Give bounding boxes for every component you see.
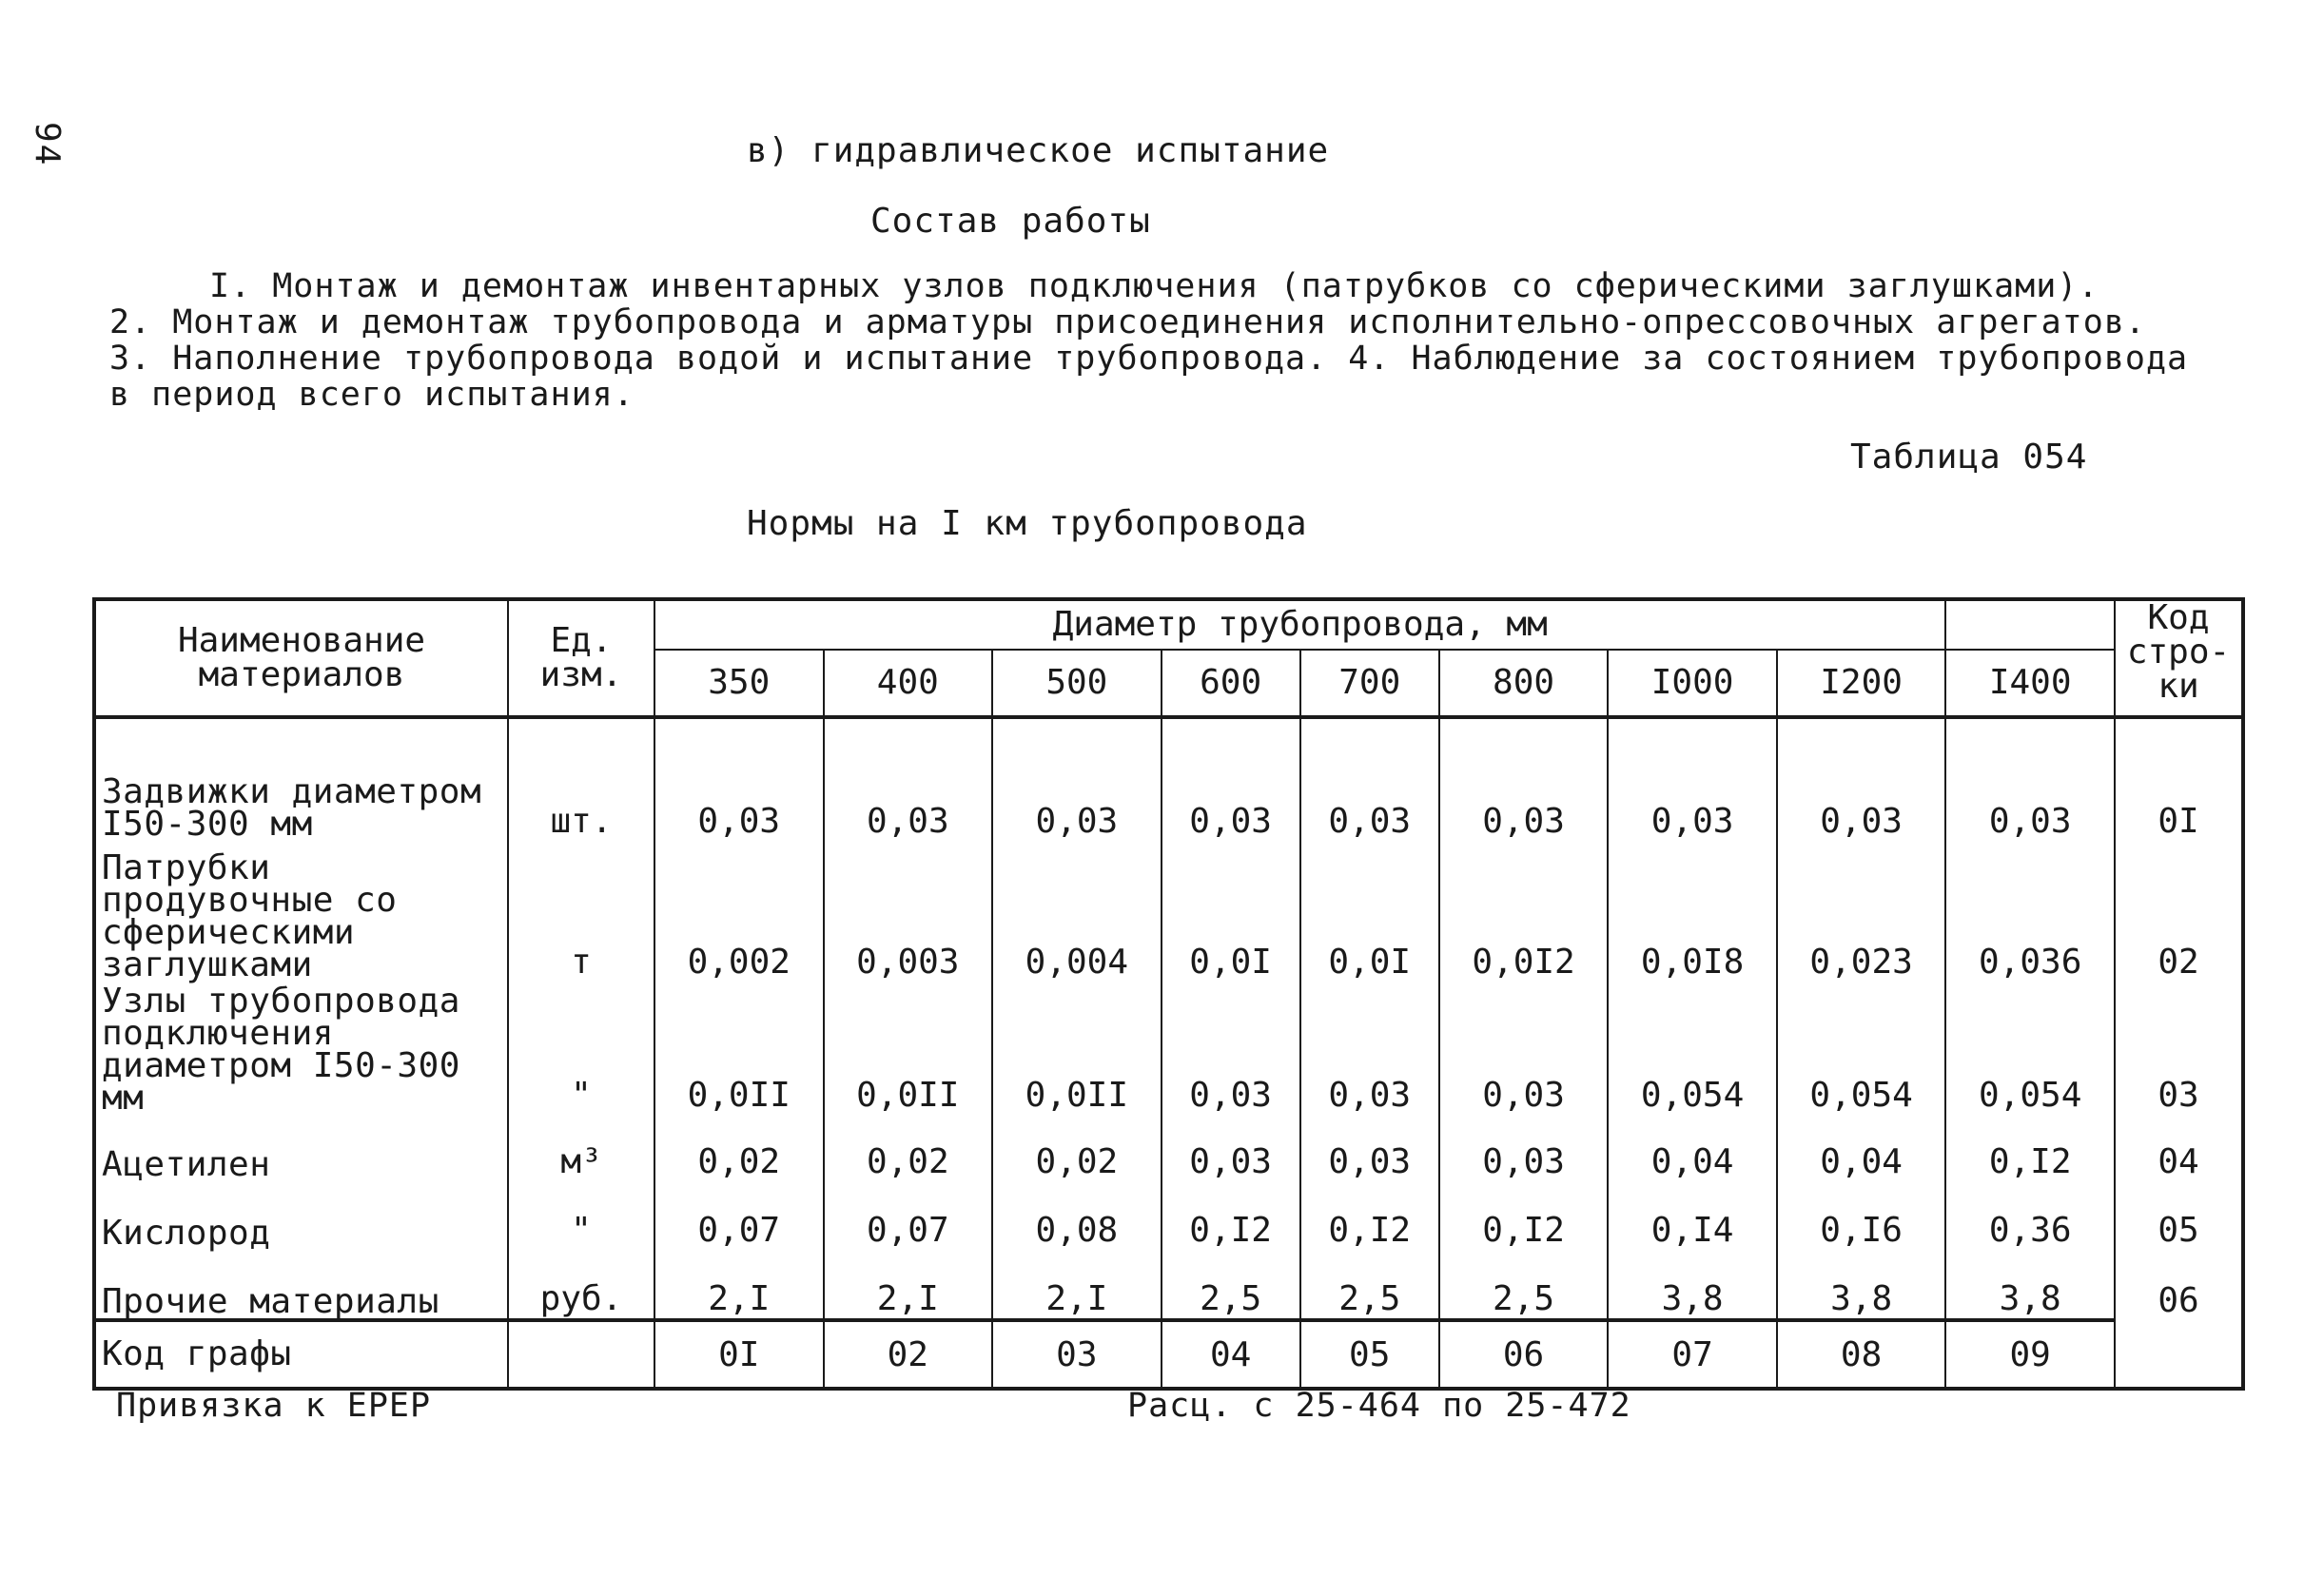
- header-diameter-3: 600: [1162, 650, 1300, 717]
- material-unit: т: [508, 841, 654, 982]
- norm-value: 0,03: [992, 717, 1162, 841]
- column-code: 04: [1162, 1320, 1300, 1389]
- norm-value: 0,03: [1300, 982, 1439, 1115]
- norm-value: 0,07: [824, 1181, 993, 1250]
- norm-value: 2,5: [1300, 1250, 1439, 1320]
- norm-value: 0,003: [824, 841, 993, 982]
- norm-value: 0,03: [1608, 717, 1777, 841]
- norm-value: 0,03: [1162, 982, 1300, 1115]
- row-code: 06: [2115, 1250, 2243, 1320]
- header-material-name: Наименование материалов: [94, 599, 508, 717]
- norm-value: 0,03: [1777, 717, 1946, 841]
- norm-value: 0,023: [1777, 841, 1946, 982]
- norm-value: 0,0II: [824, 982, 993, 1115]
- section-title: в) гидравлическое испытание: [747, 131, 1330, 170]
- norm-value: 0,I2: [1162, 1181, 1300, 1250]
- norm-value: 0,03: [1162, 1115, 1300, 1181]
- row-code: 03: [2115, 982, 2243, 1115]
- norm-value: 0,04: [1777, 1115, 1946, 1181]
- column-codes-unit-blank: [508, 1320, 654, 1389]
- column-code: 09: [1945, 1320, 2115, 1389]
- column-codes-row: [94, 1320, 2243, 1389]
- norm-value: 2,I: [992, 1250, 1162, 1320]
- work-item: I. Монтаж и демонтаж инвентарных узлов подключения (патрубков со сферическими заглушками).: [209, 267, 2099, 305]
- table-body: [94, 717, 2243, 1389]
- norm-value: 0,0I: [1300, 841, 1439, 982]
- norm-value: 0,054: [1608, 982, 1777, 1115]
- material-unit: ": [508, 982, 654, 1115]
- table-row: [94, 841, 2243, 982]
- header-unit: Ед. изм.: [508, 599, 654, 717]
- norm-value: 0,0II: [992, 982, 1162, 1115]
- header-diameter-group: Диаметр трубопровода, мм: [654, 599, 1945, 650]
- norm-value: 0,I4: [1608, 1181, 1777, 1250]
- norms-table: [92, 597, 2245, 1391]
- table-row: [94, 717, 2243, 841]
- material-name: Прочие материалы: [94, 1250, 508, 1320]
- column-code: 06: [1439, 1320, 1609, 1389]
- material-name: Задвижки диаметром I50-300 мм: [94, 717, 508, 841]
- norm-value: 0,I2: [1945, 1115, 2115, 1181]
- norm-value: 0,036: [1945, 841, 2115, 982]
- header-diameter-2: 500: [992, 650, 1162, 717]
- norm-value: 3,8: [1945, 1250, 2115, 1320]
- norm-value: 0,07: [654, 1181, 824, 1250]
- header-blank: [1945, 599, 2115, 650]
- column-code: 02: [824, 1320, 993, 1389]
- norm-value: 0,I6: [1777, 1181, 1946, 1250]
- norm-value: 0,I2: [1439, 1181, 1609, 1250]
- column-code: 03: [992, 1320, 1162, 1389]
- material-name: Патрубки продувочные со сферическими заглушками: [94, 841, 508, 982]
- norm-value: 0,08: [992, 1181, 1162, 1250]
- norm-value: 0,0I: [1162, 841, 1300, 982]
- norm-value: 2,5: [1439, 1250, 1609, 1320]
- material-name: Кислород: [94, 1181, 508, 1250]
- footer-reference: Привязка к ЕРЕР: [116, 1387, 432, 1425]
- work-list: [109, 268, 2231, 413]
- header-diameter-7: I200: [1777, 650, 1946, 717]
- header-diameter-1: 400: [824, 650, 993, 717]
- norm-value: 0,054: [1945, 982, 2115, 1115]
- material-unit: шт.: [508, 717, 654, 841]
- row-code: 04: [2115, 1115, 2243, 1181]
- table-row: [94, 1250, 2243, 1320]
- norm-value: 0,0II: [654, 982, 824, 1115]
- table-label: Таблица 054: [1850, 438, 2088, 477]
- norm-value: 0,04: [1608, 1115, 1777, 1181]
- column-code: 08: [1777, 1320, 1946, 1389]
- norm-value: 2,5: [1162, 1250, 1300, 1320]
- norm-value: 2,I: [824, 1250, 993, 1320]
- header-diameter-6: I000: [1608, 650, 1777, 717]
- material-name: Узлы трубопровода подключения диаметром I50-300 мм: [94, 982, 508, 1115]
- norm-value: 0,03: [1439, 982, 1609, 1115]
- column-codes-code-blank: [2115, 1320, 2243, 1389]
- table-title: Нормы на I км трубопровода: [747, 504, 1308, 543]
- norm-value: 0,03: [824, 717, 993, 841]
- table-row: [94, 982, 2243, 1115]
- norm-value: 0,004: [992, 841, 1162, 982]
- header-diameter-0: 350: [654, 650, 824, 717]
- norm-value: 0,02: [824, 1115, 993, 1181]
- norm-value: 0,03: [1162, 717, 1300, 841]
- header-diameter-4: 700: [1300, 650, 1439, 717]
- norm-value: 0,I2: [1300, 1181, 1439, 1250]
- page-number: 94: [28, 122, 67, 167]
- norm-value: 0,0I2: [1439, 841, 1609, 982]
- table-row: [94, 1181, 2243, 1250]
- column-code: 07: [1608, 1320, 1777, 1389]
- norm-value: 0,03: [1945, 717, 2115, 841]
- row-code: 0I: [2115, 717, 2243, 841]
- table-row: [94, 1115, 2243, 1181]
- norm-value: 2,I: [654, 1250, 824, 1320]
- norm-value: 0,03: [1300, 717, 1439, 841]
- column-code: 0I: [654, 1320, 824, 1389]
- work-item: 3. Наполнение трубопровода водой и испытание трубопровода. 4. Наблюдение за состоянием трубопровода: [109, 340, 2189, 378]
- row-code: 05: [2115, 1181, 2243, 1250]
- row-code: 02: [2115, 841, 2243, 982]
- norm-value: 0,03: [654, 717, 824, 841]
- material-name: Ацетилен: [94, 1115, 508, 1181]
- norm-value: 0,0I8: [1608, 841, 1777, 982]
- norm-value: 0,054: [1777, 982, 1946, 1115]
- material-unit: руб.: [508, 1250, 654, 1320]
- norm-value: 0,002: [654, 841, 824, 982]
- column-codes-label: Код графы: [94, 1320, 508, 1389]
- norm-value: 0,03: [1300, 1115, 1439, 1181]
- header-diameter-8: I400: [1945, 650, 2115, 717]
- header-row-code: Код стро-ки: [2115, 599, 2243, 717]
- column-code: 05: [1300, 1320, 1439, 1389]
- norm-value: 3,8: [1608, 1250, 1777, 1320]
- norm-value: 3,8: [1777, 1250, 1946, 1320]
- work-item: в период всего испытания.: [109, 376, 635, 414]
- norm-value: 0,36: [1945, 1181, 2115, 1250]
- header-diameter-5: 800: [1439, 650, 1609, 717]
- norm-value: 0,03: [1439, 717, 1609, 841]
- norm-value: 0,02: [992, 1115, 1162, 1181]
- subsection-title: Состав работы: [870, 202, 1151, 241]
- work-item: 2. Монтаж и демонтаж трубопровода и арматуры присоединения исполнительно-опрессовочных агрегатов.: [109, 303, 2146, 341]
- material-unit: ": [508, 1181, 654, 1250]
- norm-value: 0,02: [654, 1115, 824, 1181]
- footer-rates: Расц. с 25-464 по 25-472: [1127, 1387, 1631, 1425]
- material-unit: м³: [508, 1115, 654, 1181]
- norm-value: 0,03: [1439, 1115, 1609, 1181]
